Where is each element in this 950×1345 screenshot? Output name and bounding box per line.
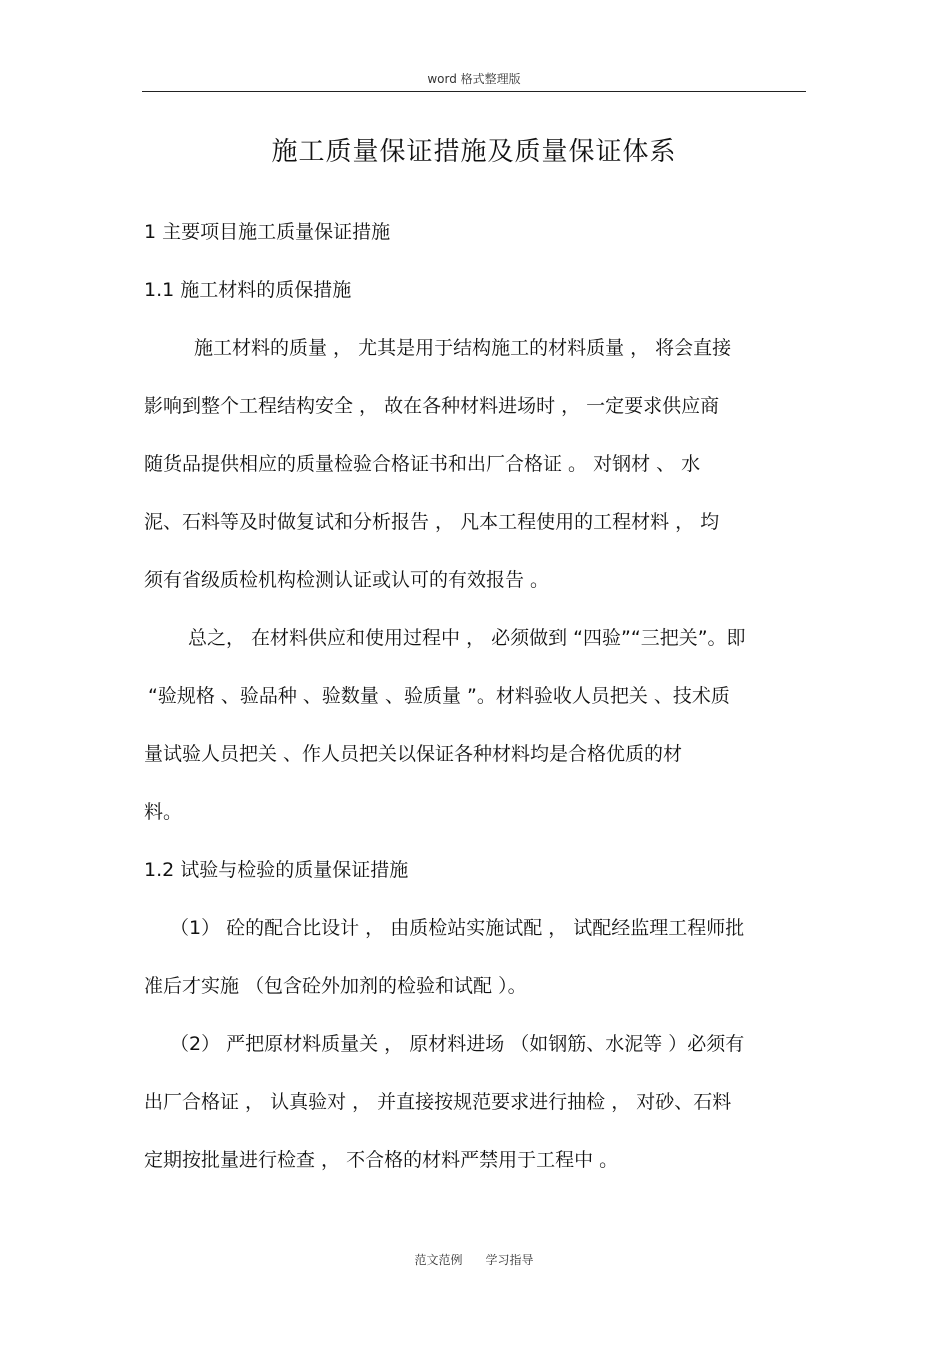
- section-heading-1-2: 1.2 试验与检验的质量保证措施: [144, 859, 409, 881]
- paragraph-line: 须有省级质检机构检测认证或认可的有效报告 。: [144, 569, 550, 591]
- footer-left: 范文范例: [414, 1253, 463, 1267]
- paragraph-line: 随货品提供相应的质量检验合格证书和出厂合格证 。 对钢材 、 水: [144, 453, 701, 475]
- page-footer: [142, 1251, 806, 1268]
- document-title: 施工质量保证措施及质量保证体系: [271, 137, 677, 167]
- paragraph-line: 量试验人员把关 、作人员把关以保证各种材料均是合格优质的材: [144, 743, 683, 765]
- footer-right: 学习指导: [485, 1253, 534, 1267]
- page-header: word 格式整理版: [427, 72, 521, 86]
- paragraph-line: （1） 砼的配合比设计 ， 由质检站实施试配 ， 试配经监理工程师批: [170, 917, 745, 939]
- section-heading-1-1: 1.1 施工材料的质保措施: [144, 279, 352, 301]
- section-heading-1: 1 主要项目施工质量保证措施: [144, 221, 391, 243]
- paragraph-line: 施工材料的质量 ， 尤其是用于结构施工的材料质量 ， 将会直接: [194, 337, 732, 359]
- paragraph-line: 定期按批量进行检查 ， 不合格的材料严禁用于工程中 。: [144, 1149, 619, 1171]
- paragraph-line: 出厂合格证 ， 认真验对 ， 并直接按规范要求进行抽检 ， 对砂、石料: [144, 1091, 732, 1113]
- paragraph-line: 影响到整个工程结构安全 ， 故在各种材料进场时 ， 一定要求供应商: [144, 395, 720, 417]
- paragraph-line: 总之， 在材料供应和使用过程中 ， 必须做到 “四验”“三把关”。即: [188, 627, 746, 649]
- paragraph-line: （2） 严把原材料质量关 ， 原材料进场 （如钢筋、水泥等 ）必须有: [170, 1033, 745, 1055]
- paragraph-line: 准后才实施 （包含砼外加剂的检验和试配 ）。: [144, 975, 527, 997]
- paragraph-line: 料。: [144, 801, 183, 823]
- header-rule: [142, 91, 806, 92]
- paragraph-line: 泥、石料等及时做复试和分析报告 ， 凡本工程使用的工程材料 ， 均: [144, 511, 720, 533]
- paragraph-line: “验规格 、验品种 、验数量 、验质量 ”。材料验收人员把关 、技术质: [148, 685, 730, 707]
